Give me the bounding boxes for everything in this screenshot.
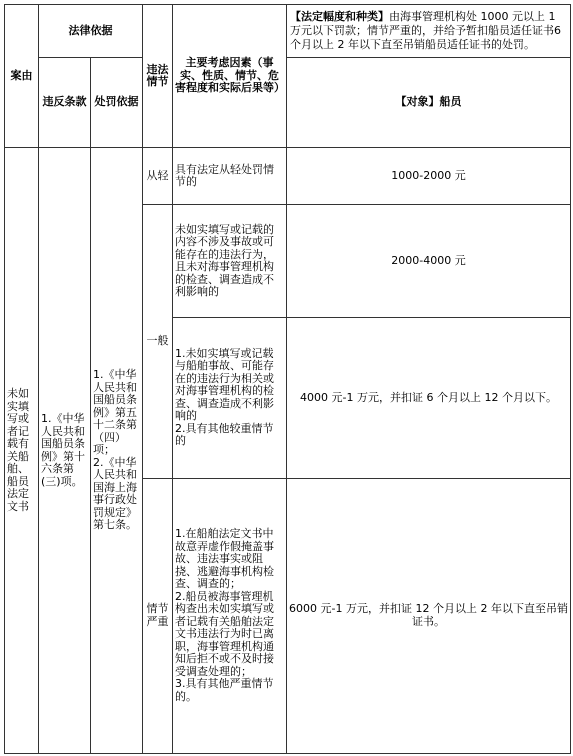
header-severity: 违法情节 [143, 5, 173, 148]
factors-light: 具有法定从轻处罚情节的 [173, 148, 287, 205]
penalty-table [4, 4, 571, 754]
factors-serious: 1.在船舶法定文书中故意弄虚作假掩盖事故、违法事实或阻挠、逃避海事机构检查、调查的； 2.船员被海事管理机构查出未如实填写或者记载有关船舶法定文书违法行为时已离职，海事管理机构通知后拒不或不及时接受调查处理的； 3.具有其他严重情节的。 [173, 478, 287, 753]
penalty-serious: 6000 元-1 万元，并扣证 12 个月以上 2 年以下直至吊销证书。 [287, 478, 571, 753]
case-cell: 未如实填写或者记载有关船舶、船员法定文书 [5, 148, 39, 754]
object-label: 【对象】 [395, 95, 440, 109]
header-object [287, 58, 571, 148]
header-penalty-basis: 处罚依据 [91, 58, 143, 148]
header-case: 案由 [5, 5, 39, 148]
factors-normal-1: 未如实填写或记载的内容不涉及事故或可能存在的违法行为，且未对海事管理机构的检查、调查造成不利影响的 [173, 205, 287, 318]
factors-normal-2: 1.未如实填写或记载与船舶事故、可能存在的违法行为相关或对海事管理机构的检查、调查造成不利影响的 2.具有其他较重情节的 [173, 318, 287, 478]
object-value: 船员 [439, 95, 462, 109]
header-penalty-range [287, 5, 571, 58]
severity-normal: 一般 [143, 205, 173, 478]
header-factors: 主要考虑因素（事实、性质、情节、危害程度和实际后果等） [173, 5, 287, 148]
penalty-normal-1: 2000-4000 元 [287, 205, 571, 318]
penalty-light: 1000-2000 元 [287, 148, 571, 205]
header-legal-basis: 法律依据 [39, 5, 143, 58]
violated-clause-cell: 1.《中华人民共和国船员条例》第十六条第(三)项。 [39, 148, 91, 754]
header-violated-clause: 违反条款 [39, 58, 91, 148]
severity-serious: 情节严重 [143, 478, 173, 753]
penalty-normal-2: 4000 元-1 万元，并扣证 6 个月以上 12 个月以下。 [287, 318, 571, 478]
severity-light: 从轻 [143, 148, 173, 205]
penalty-range-label: 【法定幅度和种类】 [290, 10, 389, 24]
penalty-range-text: 由海事管理机构处 1000 元以上 1 万元以下罚款；情节严重的，并给予暂扣船员适任证书6 个月以上 2 年以下直至吊销船员适任证书的处罚。 [290, 10, 561, 52]
penalty-basis-cell: 1.《中华人民共和国船员条例》第五十二条第（四）项； 2.《中华人民共和国海上海事行政处罚规定》第七条。 [91, 148, 143, 754]
